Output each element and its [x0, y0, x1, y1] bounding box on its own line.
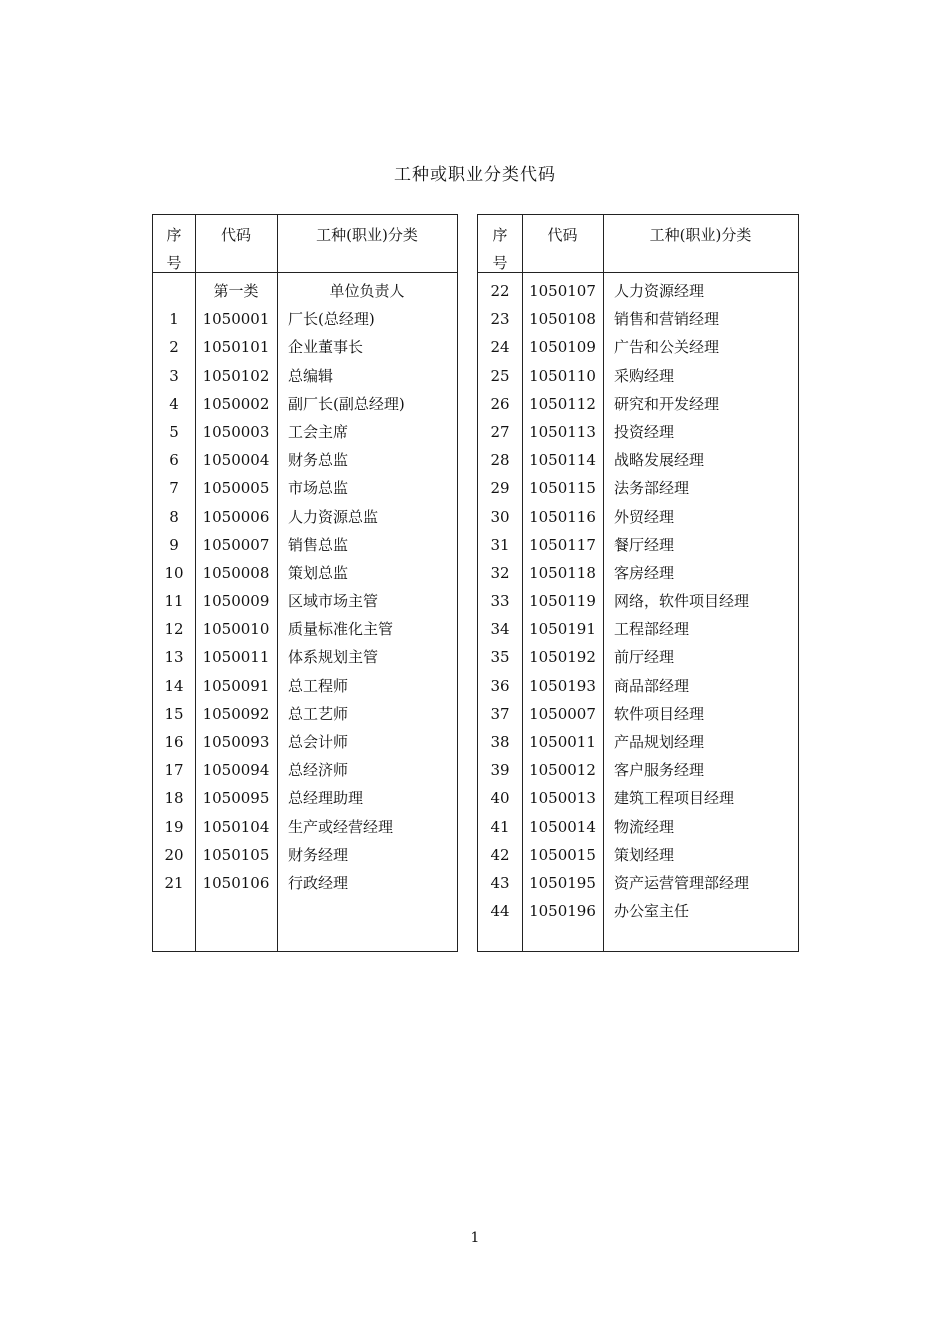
- row-number: 30: [490, 507, 510, 526]
- row-code: 1050092: [202, 704, 270, 723]
- row-code: 1050114: [529, 451, 596, 470]
- row-number: 43: [490, 873, 510, 892]
- row-category: 客户服务经理: [614, 761, 705, 780]
- row-category: 餐厅经理: [614, 535, 675, 554]
- section-name: 单位负责人: [329, 282, 405, 300]
- row-code: 1050117: [529, 535, 596, 554]
- row-code: 1050109: [529, 338, 596, 357]
- row-category: 总工程师: [288, 676, 349, 695]
- row-category: 总经济师: [288, 761, 349, 780]
- row-category: 销售总监: [288, 535, 349, 554]
- row-code: 1050013: [529, 789, 596, 808]
- row-category: 生产或经营经理: [288, 817, 394, 836]
- row-number: 38: [490, 733, 510, 751]
- row-code: 1050195: [529, 873, 596, 892]
- table-row: [478, 897, 798, 925]
- row-code: 1050115: [529, 479, 596, 498]
- row-number: 14: [164, 676, 184, 695]
- row-category: 总会计师: [288, 733, 349, 751]
- table-row: [478, 277, 798, 305]
- row-category: 前厅经理: [614, 648, 675, 667]
- row-category: 建筑工程项目经理: [614, 789, 735, 808]
- row-category: 商品部经理: [614, 676, 690, 695]
- row-number: 2: [169, 338, 179, 357]
- table-row: [478, 784, 798, 812]
- row-code: 1050009: [202, 592, 270, 611]
- header-category: 工种(职业)分类: [649, 226, 752, 244]
- header-divider: [478, 272, 798, 273]
- right-code-table: [477, 214, 799, 952]
- table-row: [153, 587, 457, 615]
- row-code: 1050014: [529, 817, 596, 836]
- row-code: 1050108: [529, 310, 596, 329]
- header-number-top: 序: [166, 226, 182, 244]
- table-row: [153, 784, 457, 812]
- row-category: 研究和开发经理: [614, 394, 720, 413]
- row-number: 27: [490, 422, 510, 441]
- table-row: [153, 813, 457, 841]
- row-number: 16: [164, 733, 184, 751]
- header-number-bottom: 号: [166, 254, 182, 272]
- table-row: [478, 503, 798, 531]
- page-title: 工种或职业分类代码: [394, 165, 556, 185]
- table-row: [478, 756, 798, 784]
- row-code: 1050012: [529, 761, 596, 780]
- table-row: [153, 559, 457, 587]
- table-row: [478, 672, 798, 700]
- row-number: 24: [490, 338, 510, 357]
- row-number: 13: [164, 648, 184, 667]
- row-number: 10: [164, 563, 184, 582]
- row-number: 25: [490, 366, 510, 385]
- table-row: [153, 615, 457, 643]
- row-number: 19: [164, 817, 184, 836]
- row-category: 总经理助理: [288, 789, 364, 808]
- row-category: 产品规划经理: [614, 733, 705, 751]
- row-category: 厂长(总经理): [288, 310, 375, 329]
- table-row: [153, 446, 457, 474]
- row-code: 1050107: [529, 282, 596, 300]
- header-number-bottom: 号: [492, 254, 508, 272]
- row-number: 35: [490, 648, 510, 667]
- row-number: 36: [490, 676, 510, 695]
- row-category: 法务部经理: [614, 479, 690, 498]
- table-row: [478, 869, 798, 897]
- row-code: 1050104: [202, 817, 270, 836]
- row-code: 1050094: [202, 761, 270, 780]
- table-row: [478, 446, 798, 474]
- row-number: 3: [169, 366, 179, 385]
- row-number: 28: [490, 451, 510, 470]
- left-table-body: [153, 277, 457, 897]
- row-number: 4: [169, 394, 179, 413]
- row-number: 29: [490, 479, 510, 498]
- row-number: 34: [490, 620, 510, 639]
- row-number: 33: [490, 592, 510, 611]
- row-category: 企业董事长: [288, 338, 364, 357]
- row-code: 1050091: [202, 676, 270, 695]
- row-number: 26: [490, 394, 510, 413]
- header-number: [153, 221, 195, 277]
- row-number: 32: [490, 563, 510, 582]
- row-code: 1050116: [529, 507, 596, 526]
- table-row: [478, 418, 798, 446]
- row-category: 投资经理: [614, 422, 675, 441]
- table-row: [153, 503, 457, 531]
- row-category: 客房经理: [614, 563, 675, 582]
- table-row: [153, 756, 457, 784]
- row-number: 17: [164, 761, 184, 780]
- right-table-body: [478, 277, 798, 925]
- row-code: 1050191: [529, 620, 596, 639]
- table-row: [478, 728, 798, 756]
- row-code: 1050110: [529, 366, 596, 385]
- row-number: 12: [164, 620, 184, 639]
- row-number: 18: [164, 789, 184, 808]
- row-code: 1050011: [529, 733, 596, 751]
- row-category: 人力资源经理: [614, 282, 705, 300]
- row-category: 副厂长(副总经理): [288, 394, 405, 413]
- row-code: 1050095: [202, 789, 270, 808]
- row-category: 工会主席: [288, 422, 349, 441]
- row-category: 总编辑: [288, 366, 334, 385]
- row-number: 8: [169, 507, 179, 526]
- row-code: 1050105: [202, 845, 270, 864]
- header-number: [478, 221, 522, 277]
- row-number: 40: [490, 789, 510, 808]
- row-number: 23: [490, 310, 510, 329]
- table-row: [478, 813, 798, 841]
- table-row: [478, 841, 798, 869]
- row-category: 物流经理: [614, 817, 675, 836]
- table-row: [153, 531, 457, 559]
- row-category: 策划经理: [614, 845, 675, 864]
- row-category: 广告和公关经理: [614, 338, 720, 357]
- table-row: [478, 643, 798, 671]
- section-label: 第一类: [213, 282, 259, 300]
- row-category: 采购经理: [614, 366, 675, 385]
- row-category: 战略发展经理: [614, 451, 705, 470]
- row-code: 1050106: [202, 873, 270, 892]
- row-code: 1050102: [202, 366, 270, 385]
- row-code: 1050192: [529, 648, 596, 667]
- row-category: 人力资源总监: [288, 507, 379, 526]
- table-row: [478, 700, 798, 728]
- row-number: 6: [169, 451, 179, 470]
- row-category: 资产运营管理部经理: [614, 873, 750, 892]
- row-code: 1050007: [529, 704, 596, 723]
- row-number: 31: [490, 535, 510, 554]
- row-category: 质量标准化主管: [288, 620, 394, 639]
- row-category: 网络，软件项目经理: [614, 592, 750, 611]
- row-number: 7: [169, 479, 179, 498]
- row-category: 总工艺师: [288, 704, 349, 723]
- row-code: 1050002: [202, 394, 270, 413]
- row-number: 15: [164, 704, 184, 723]
- table-row: [153, 841, 457, 869]
- table-row: [153, 643, 457, 671]
- row-code: 1050004: [202, 451, 270, 470]
- row-code: 1050010: [202, 620, 270, 639]
- row-code: 1050101: [202, 338, 270, 357]
- row-code: 1050011: [202, 648, 270, 667]
- table-row: [478, 390, 798, 418]
- row-code: 1050193: [529, 676, 596, 695]
- table-row: [478, 305, 798, 333]
- row-category: 行政经理: [288, 873, 349, 892]
- row-number: 5: [169, 422, 179, 441]
- row-number: 44: [490, 902, 510, 921]
- table-row: [478, 333, 798, 361]
- row-code: 1050093: [202, 733, 270, 751]
- table-row: [153, 418, 457, 446]
- row-number: 1: [169, 310, 179, 329]
- row-code: 1050015: [529, 845, 596, 864]
- row-code: 1050006: [202, 507, 270, 526]
- table-row: [478, 587, 798, 615]
- row-number: 39: [490, 761, 510, 780]
- left-code-table: [152, 214, 458, 952]
- section-row: [153, 277, 457, 305]
- row-category: 策划总监: [288, 563, 349, 582]
- header-code: 代码: [547, 226, 578, 244]
- row-category: 区域市场主管: [288, 592, 379, 611]
- row-number: 9: [169, 535, 179, 554]
- row-number: 41: [490, 817, 510, 836]
- page-number: 1: [470, 1230, 480, 1246]
- row-category: 办公室主任: [614, 902, 690, 921]
- row-code: 1050008: [202, 563, 270, 582]
- row-number: 11: [164, 592, 184, 611]
- row-code: 1050003: [202, 422, 270, 441]
- header-divider: [153, 272, 457, 273]
- row-code: 1050196: [529, 902, 596, 921]
- header-number-top: 序: [492, 226, 508, 244]
- row-number: 42: [490, 845, 510, 864]
- row-code: 1050001: [202, 310, 270, 329]
- table-row: [153, 700, 457, 728]
- table-row: [478, 531, 798, 559]
- row-category: 销售和营销经理: [614, 310, 720, 329]
- row-category: 软件项目经理: [614, 704, 705, 723]
- table-row: [478, 474, 798, 502]
- table-row: [478, 559, 798, 587]
- table-row: [478, 362, 798, 390]
- row-number: 37: [490, 704, 510, 723]
- header-category: 工种(职业)分类: [316, 226, 418, 244]
- table-row: [153, 474, 457, 502]
- table-row: [153, 728, 457, 756]
- table-row: [153, 362, 457, 390]
- table-row: [153, 672, 457, 700]
- row-code: 1050119: [529, 592, 596, 611]
- row-number: 21: [164, 873, 184, 892]
- table-row: [153, 869, 457, 897]
- row-category: 工程部经理: [614, 620, 690, 639]
- row-category: 财务经理: [288, 845, 349, 864]
- row-number: 22: [490, 282, 510, 300]
- row-code: 1050005: [202, 479, 270, 498]
- row-number: 20: [164, 845, 184, 864]
- header-code: 代码: [220, 226, 251, 244]
- table-row: [153, 390, 457, 418]
- row-category: 市场总监: [288, 479, 349, 498]
- row-category: 体系规划主管: [288, 648, 379, 667]
- row-code: 1050113: [529, 422, 596, 441]
- row-code: 1050118: [529, 563, 596, 582]
- table-row: [153, 333, 457, 361]
- table-row: [478, 615, 798, 643]
- row-code: 1050007: [202, 535, 270, 554]
- row-category: 外贸经理: [614, 507, 675, 526]
- row-code: 1050112: [529, 394, 596, 413]
- table-row: [153, 305, 457, 333]
- row-category: 财务总监: [288, 451, 349, 470]
